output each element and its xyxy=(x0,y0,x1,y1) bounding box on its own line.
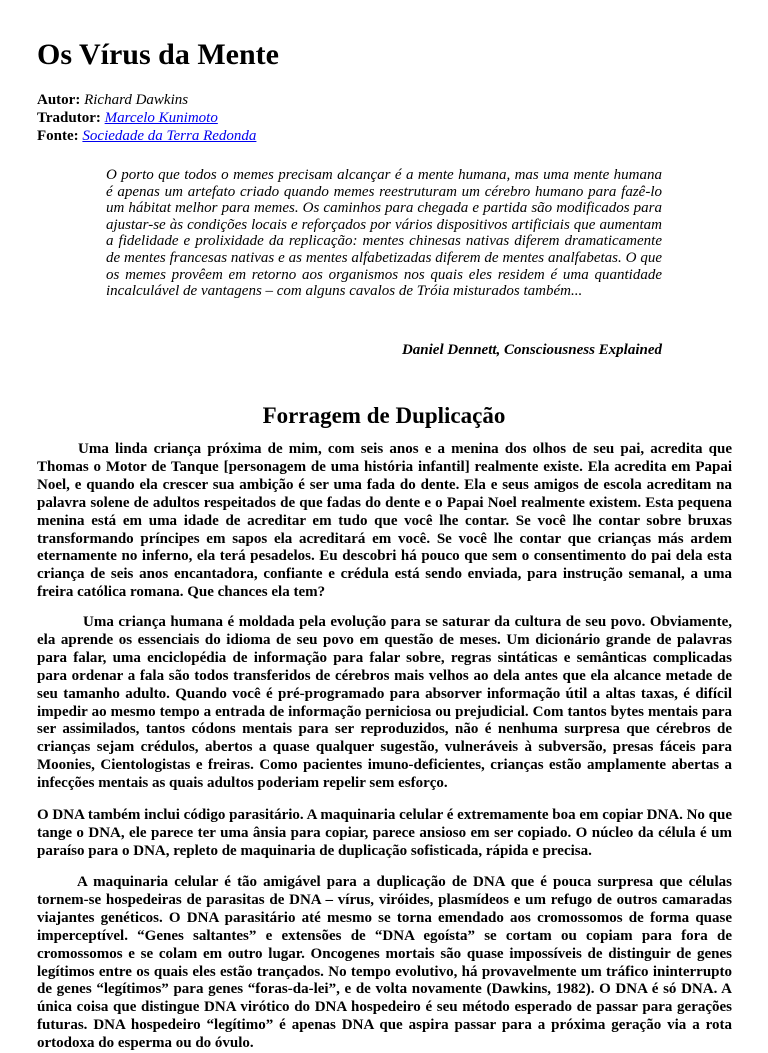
epigraph-attribution: Daniel Dennett, Consciousness Explained xyxy=(401,342,662,358)
body-paragraph: A maquinaria celular é tão amigável para a duplicação de DNA que é pouca surpresa que células tornem-se hospedeiras de parasitas de DNA – vírus, viróides, plasmídeos e um refugo de outros camaradas viajantes genéticos. O DNA parasitário até mesmo se torna emendado aos cromossomos de forma quase imperceptível. “Genes saltantes” e extensões de “DNA egoísta” se cortam ou copiam para fora de cromossomos e se colam em outro lugar. Oncogenes mortais são quase impossíveis de distinguir de genes legítimos entre os quais eles estão trançados. No tempo evolutivo, há provavelmente um tráfico ininterrupto de genes “legítimos” para genes “foras-da-lei”, e de volta novamente (Dawkins, 1982). O DNA é só DNA. A única coisa que distingue DNA virótico do DNA hospedeiro é seu método esperado de passar para gerações futuras. DNA hospedeiro “legítimo” é apenas DNA que aspira passar para a próxima geração via a rota ortodoxa do esperma ou do óvulo. xyxy=(37,874,732,1052)
article-metadata xyxy=(37,91,256,145)
page-title: Os Vírus da Mente xyxy=(37,38,279,71)
translator-label: Tradutor: xyxy=(37,110,101,126)
body-paragraph: Uma linda criança próxima de mim, com seis anos e a menina dos olhos de seu pai, acredita que Thomas o Motor de Tanque [personagem de uma história infantil] realmente existe. Ela acredita em Papai Noel, e quando ela crescer sua ambição é ser uma fada do dente. Ela e seus amigos de escola acreditam na palavra solene de adultos respeitados de que fadas do dente e o Papai Noel realmente existem. Esta pequena menina está em uma idade de acreditar em tudo que você lhe contar. Se você lhe contar sobre bruxas transformando príncipes em sapos ela acreditará em você. Se você lhe contar que crianças más ardem eternamente no inferno, ela terá pesadelos. Eu descobri há pouco que sem o consentimento do pai dela esta criança de seis anos encantadora, confiante e crédula está sendo enviada, para instrução semanal, a uma freira católica romana. Que chances ela tem? xyxy=(37,441,732,601)
body-paragraph: Uma criança humana é moldada pela evolução para se saturar da cultura de seu povo. Obviamente, ela aprende os essenciais do idioma de seu povo em questão de meses. Um dicionário grande de palavras para falar, uma enciclopédia de informação para falar sobre, regras sintáticas e semânticas complicadas para ordenar a fala são todos transferidos de cérebros mais velhos ao dela antes que ela alcance metade de seu tamanho adulto. Quando você é pré-programado para absorver informação útil a altas taxas, é difícil impedir ao mesmo tempo a entrada de informação perniciosa ou prejudicial. Com tantos bytes mentais para ser assimilados, tantos códons mentais para ser reproduzidos, não é nenhuma surpresa que cérebros de crianças sejam crédulos, abertos a quase qualquer sugestão, vulneráveis à subversão, presas fáceis para Moonies, Cientologistas e freiras. Como pacientes imuno-deficientes, crianças estão amplamente abertas a infecções mentais as quais adultos poderiam repelir sem esforço. xyxy=(37,614,732,792)
epigraph-quote: O porto que todos o memes precisam alcançar é a mente humana, mas uma mente humana é apenas um artefato criado quando memes reestruturam um cérebro humano para fazê-lo um hábitat melhor para memes. Os caminhos para chegada e partida são modificados para ajustar-se às condições locais e reforçados por vários dispositivos artificiais que aumentam a fidelidade e prolixidade da replicação: mentes chinesas nativas diferem dramaticamente de mentes francesas nativas e as mentes alfabetizadas diferem de mentes analfabetas. O que os memes provêem em retorno aos organismos nos quais eles residem é uma quantidade incalculável de vantagens – com alguns cavalos de Tróia misturados também... xyxy=(106,167,662,300)
source-label: Fonte: xyxy=(37,128,79,144)
body-paragraph: O DNA também inclui código parasitário. A maquinaria celular é extremamente boa em copiar DNA. No que tange o DNA, ele parece ter uma ânsia para copiar, parece ansioso em ser copiado. O núcleo da célula é um paraíso para o DNA, repleto de maquinaria de duplicação sofisticada, rápida e precisa. xyxy=(37,807,732,859)
author-label: Autor: xyxy=(37,92,81,108)
translator-row xyxy=(37,109,256,127)
section-heading: Forragem de Duplicação xyxy=(262,403,506,428)
author-row xyxy=(37,91,256,109)
source-link[interactable]: Sociedade da Terra Redonda xyxy=(82,128,257,144)
translator-link[interactable]: Marcelo Kunimoto xyxy=(104,110,218,126)
source-row xyxy=(37,127,256,145)
author-name: Richard Dawkins xyxy=(84,92,189,108)
